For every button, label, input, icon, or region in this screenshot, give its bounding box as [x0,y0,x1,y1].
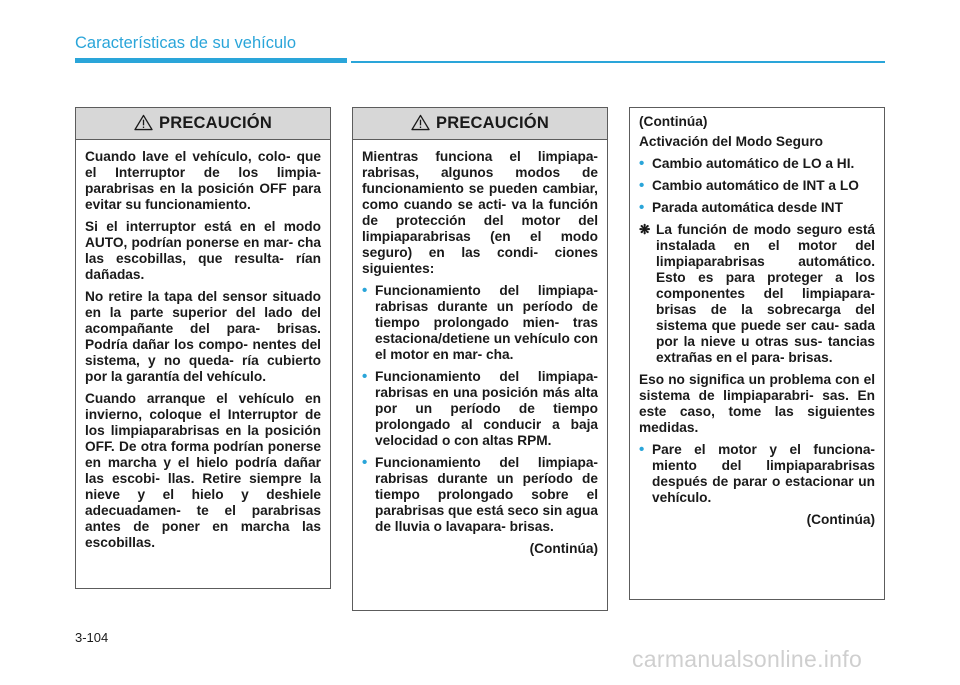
note [639,222,875,366]
page-number: 3-104 [75,630,109,645]
continues-label: (Continúa) [529,541,598,556]
continued-box-right [629,107,885,600]
list-item: • Pare el motor y el funciona- miento del limpiaparabrisas después de parar o estacionar un vehículo. [639,442,875,506]
watermark: carmanualsonline.info [632,646,863,672]
list-item: • Cambio automático de INT a LO [639,178,875,194]
note-text: La función de modo seguro está instalada en el motor del limpiaparabrisas automático. Esto es para proteger a los componentes del limpiapara- brisas de la sobrecarga del sistema que puede ser cau- sada por la nieve u otras sus- tancias extrañas en el para- brisas. [656,222,875,365]
paragraph: Cuando lave el vehículo, colo- que el Interruptor de los limpia- parabrisas en la posición OFF para evitar su funcionamiento. [85,149,321,212]
caution-box-left-body [76,140,330,565]
paragraph: Eso no significa un problema con el sistema de limpiaparabri- sas. En este caso, tome las siguientes medidas. [639,372,875,435]
list-item: • Funcionamiento del limpiapa- rabrisas en una posición más alta por un período de tiempo prolongado al conducir a baja velocidad o con altas RPM. [362,369,598,449]
caution-heading: PRECAUCIÓN [436,114,549,132]
section-title: Características de su vehículo [75,34,297,52]
continues-label: (Continúa) [806,512,875,527]
continued-box-right-body [630,108,884,542]
paragraph: Si el interruptor está en el modo AUTO, podrían ponerse en mar- cha las escobillas, que resulta- rían dañadas. [85,219,321,282]
list-item: • Cambio automático de LO a HI. [639,156,875,172]
header-rule-thin [351,61,885,63]
warning-triangle-icon [411,114,430,131]
caution-box-left-header [76,108,330,140]
intro-paragraph: Mientras funciona el limpiapa- rabrisas, algunos modos de funcionamiento se pueden cambiar, como cuando se acti- va la función de protección del motor del limpiaparabrisas (en el modo seguro) en las condi- ciones siguientes: [362,149,598,276]
list-item: • Parada automática desde INT [639,200,875,216]
caution-box-left [75,107,331,589]
asterisk-note-icon: ❋ [639,222,651,237]
subheading: Activación del Modo Seguro [639,134,824,149]
list-item: • Funcionamiento del limpiapa- rabrisas durante un período de tiempo prolongado sobre el parabrisas que está seco sin agua de lluvia o lavapara- brisas. [362,455,598,535]
paragraph: Cuando arranque el vehículo en invierno, coloque el Interruptor de los limpiaparabrisas en la posición OFF. De otra forma podrían ponerse en marcha y el hielo podría dañar las escobi- llas. Retire siempre la nieve y el hielo y deshiele adecuadamen- te el parabrisas antes de poner en marcha las escobillas. [85,391,321,550]
list-item: • Funcionamiento del limpiapa- rabrisas durante un período de tiempo prolongado mien- tras estaciona/detiene un vehículo con el motor en mar- cha. [362,283,598,363]
continued-label: (Continúa) [639,114,708,129]
caution-box-middle-body [353,140,607,571]
header-rule-thick [75,58,347,63]
caution-box-middle [352,107,608,611]
caution-heading: PRECAUCIÓN [159,114,272,132]
caution-box-middle-header [353,108,607,140]
paragraph: No retire la tapa del sensor situado en la parte superior del lado del acompañante del para- brisas. Podría dañar los compo- nentes del sistema, y no queda- ría cubierto por la garantía del vehículo. [85,289,321,384]
warning-triangle-icon [134,114,153,131]
